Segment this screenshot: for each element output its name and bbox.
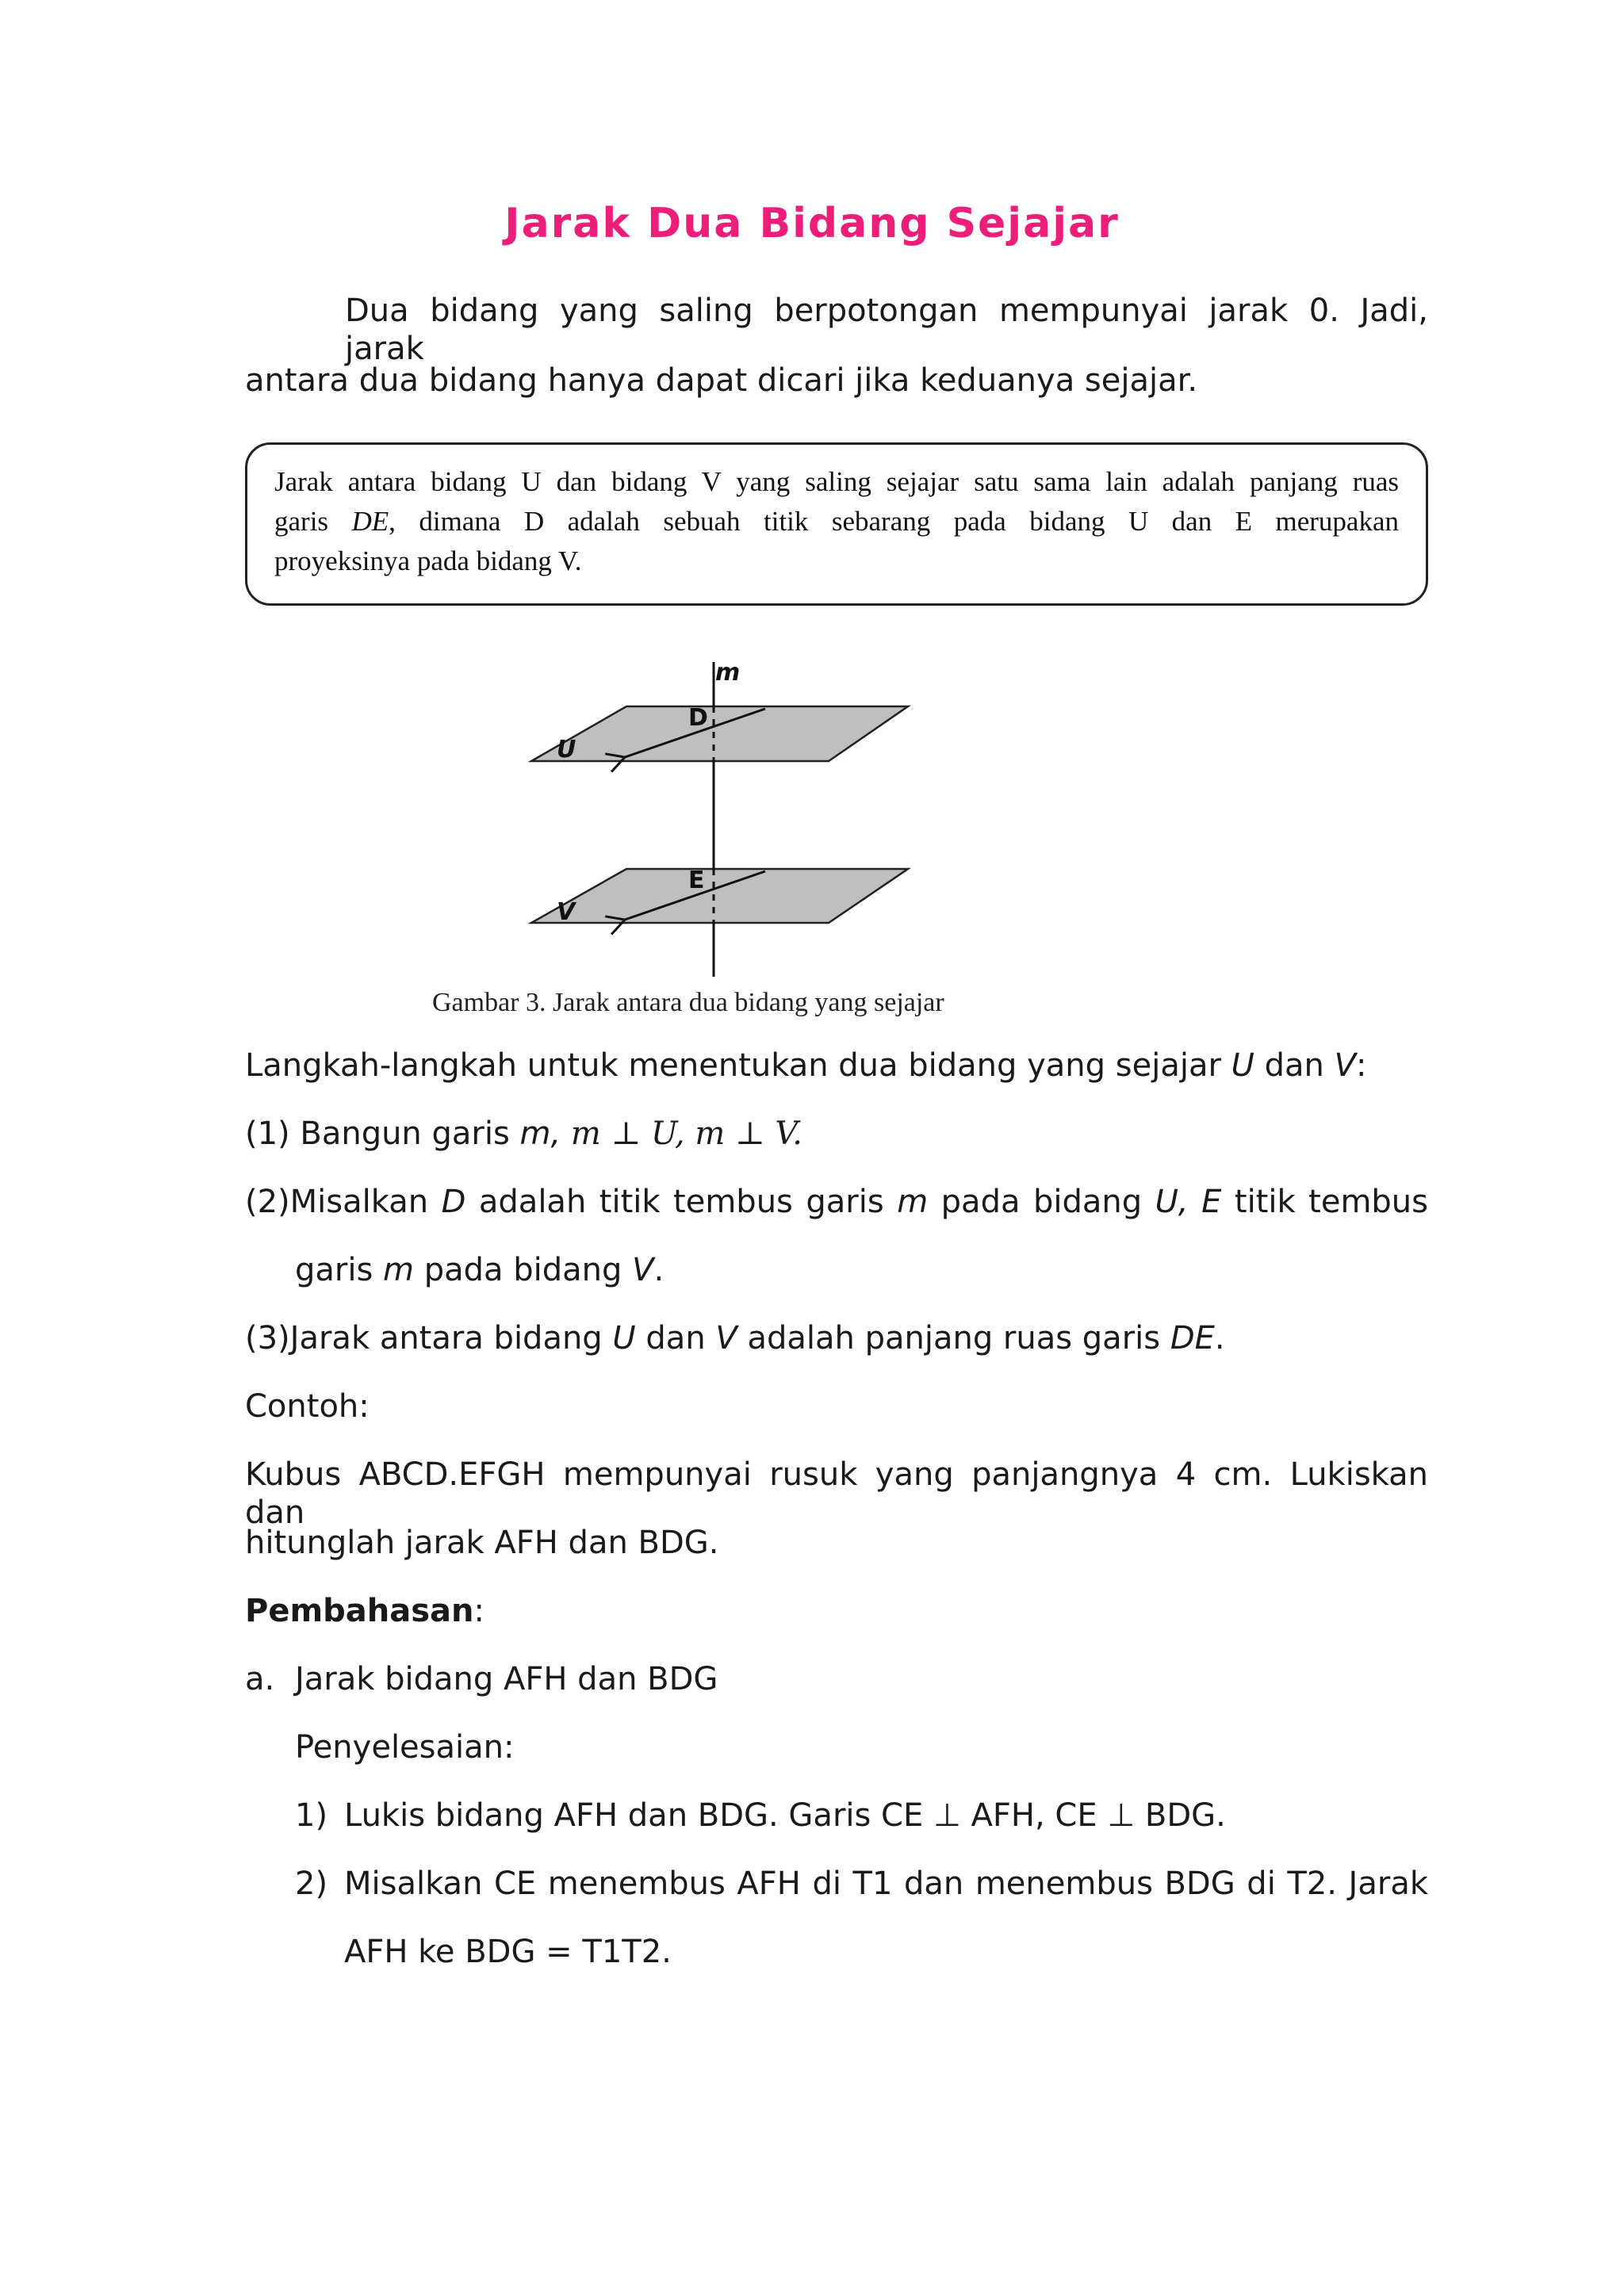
- solution-step-2-number: 2): [295, 1866, 328, 1902]
- step-2-text-a: Misalkan: [289, 1184, 442, 1220]
- steps-intro-text: Langkah-langkah untuk menentukan dua bidang yang sejajar: [245, 1047, 1231, 1084]
- step-3-u: U: [612, 1320, 636, 1357]
- definition-de: DE: [351, 506, 389, 537]
- steps-intro-u: U: [1231, 1047, 1254, 1084]
- step-3-text-d: .: [1214, 1320, 1225, 1357]
- pembahasan-label: Pembahasan: [245, 1593, 474, 1629]
- definition-line-1: Jarak antara bidang U dan bidang V yang saling sejajar satu sama lain adalah panjang ruas: [274, 466, 1399, 497]
- step-2-ue: U, E: [1155, 1184, 1222, 1220]
- step-2-d: D: [441, 1184, 466, 1220]
- parallel-planes-figure: [508, 650, 952, 983]
- step-3-number: (3): [245, 1320, 290, 1357]
- step-1-m: m,: [519, 1115, 561, 1152]
- step-1-math: m ⊥ U, m ⊥ V.: [561, 1115, 802, 1152]
- figure-caption: Gambar 3. Jarak antara dua bidang yang sejajar: [432, 988, 944, 1017]
- pembahasan-colon: :: [473, 1593, 485, 1629]
- problem-line-1: Kubus ABCD.EFGH mempunyai rusuk yang panjangnya 4 cm. Lukiskan dan: [245, 1456, 1428, 1531]
- step-1-number: (1): [245, 1115, 290, 1152]
- steps-intro-dan: dan: [1254, 1047, 1335, 1084]
- page-title: Jarak Dua Bidang Sejajar: [504, 200, 1120, 247]
- step-2-line-1: [245, 1183, 1428, 1221]
- label-m: m: [715, 659, 741, 687]
- step-2-text-b: adalah titik tembus garis: [465, 1184, 898, 1220]
- steps-intro: [245, 1047, 1428, 1085]
- solution-step-1-text: Lukis bidang AFH dan BDG. Garis CE ⊥ AFH, CE ⊥ BDG.: [344, 1797, 1226, 1834]
- label-d: D: [688, 704, 708, 732]
- steps-intro-v: V: [1334, 1047, 1356, 1084]
- step-3-text-b: dan: [635, 1320, 716, 1357]
- step-2-text-d: titik tembus: [1221, 1184, 1428, 1220]
- plane-u: [531, 706, 908, 761]
- steps-intro-colon: :: [1355, 1047, 1367, 1084]
- definition-line-2b: , dimana D adalah sebuah titik sebarang pada bidang U dan E merupakan: [389, 506, 1399, 537]
- solution-step-2-text: Misalkan CE menembus AFH di T1 dan menembus BDG di T2. Jarak: [344, 1866, 1428, 1902]
- step-3-text-a: Jarak antara bidang: [289, 1320, 613, 1357]
- intro-line-2: antara dua bidang hanya dapat dicari jika keduanya sejajar.: [245, 362, 1198, 399]
- solution-step-1-number: 1): [295, 1797, 328, 1834]
- step-3-text-c: adalah panjang ruas garis: [737, 1320, 1170, 1357]
- step-2-text-c: pada bidang: [928, 1184, 1155, 1220]
- plane-v: [531, 869, 908, 923]
- step-3-v: V: [715, 1320, 737, 1357]
- solution-step-2-line-1: [295, 1865, 1428, 1903]
- pembahasan-heading: [245, 1592, 1428, 1630]
- step-1: [245, 1115, 1428, 1153]
- label-e: E: [688, 867, 705, 894]
- solution-step-1: [295, 1797, 1428, 1835]
- part-a-marker: a.: [245, 1661, 275, 1697]
- definition-line-3: proyeksinya pada bidang V.: [274, 545, 582, 576]
- definition-line-2: [274, 502, 1399, 541]
- definition-line-2a: garis: [274, 506, 352, 537]
- definition-text: [274, 462, 1399, 581]
- problem-line-2: hitunglah jarak AFH dan BDG.: [245, 1525, 719, 1561]
- step-2-v: V: [632, 1252, 654, 1288]
- intro-line-1: Dua bidang yang saling berpotongan mempunyai jarak 0. Jadi, jarak: [345, 293, 1428, 367]
- step-2-m2: m: [383, 1252, 414, 1288]
- step-3: [245, 1319, 1428, 1357]
- definition-box: [245, 442, 1428, 606]
- step-2-number: (2): [245, 1184, 290, 1220]
- step-2-line-2c: .: [653, 1252, 665, 1288]
- part-a: [245, 1660, 1428, 1698]
- step-3-de: DE: [1170, 1320, 1215, 1357]
- label-u: U: [557, 736, 576, 763]
- solution-step-2-line-2: AFH ke BDG = T1T2.: [344, 1934, 672, 1970]
- step-2-line-2: [295, 1251, 1428, 1289]
- step-1-text: Bangun garis: [289, 1115, 520, 1152]
- step-2-m: m: [897, 1184, 929, 1220]
- penyelesaian-label: Penyelesaian:: [295, 1729, 515, 1766]
- step-2-line-2b: pada bidang: [413, 1252, 633, 1288]
- contoh-label: Contoh:: [245, 1388, 370, 1425]
- part-a-text: Jarak bidang AFH dan BDG: [295, 1661, 718, 1697]
- step-2-line-2a: garis: [295, 1252, 384, 1288]
- label-v: V: [557, 898, 576, 926]
